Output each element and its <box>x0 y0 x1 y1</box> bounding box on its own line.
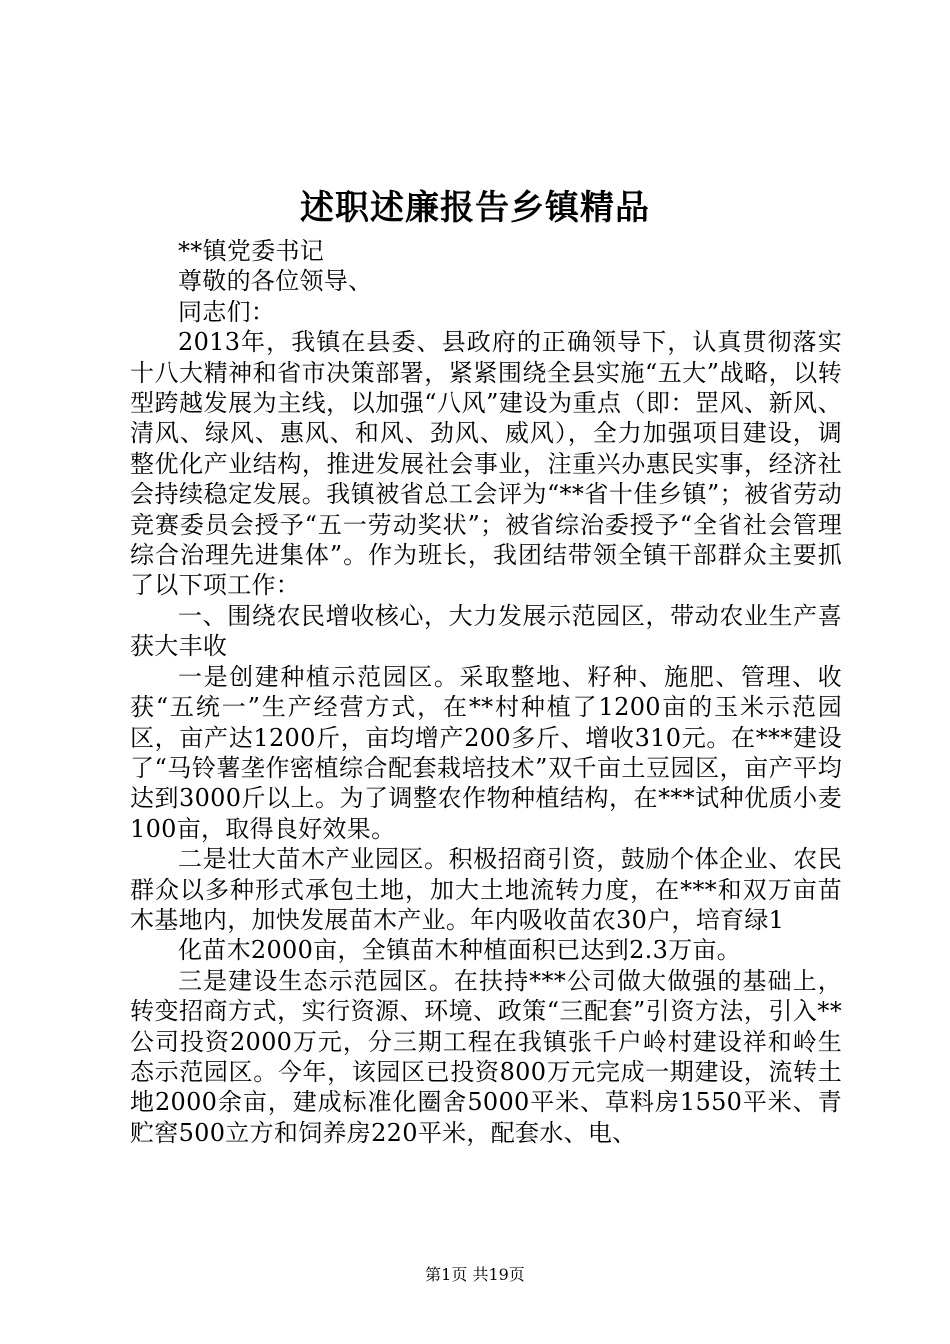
body-paragraph: 三是建设生态示范园区。在扶持***公司做大做强的基础上，转变招商方式，实行资源、环境、政策“三配套”引资方法，引入**公司投资2000万元，分三期工程在我镇张千户岭村建设祥和岭生态示范园区。今年，该园区已投资800万元完成一期建设，流转土地2000余亩，建成标准化圈舍5000平米、草料房1550平米、青贮窖500立方和饲养房220平米，配套水、电、 <box>130 966 842 1147</box>
body-paragraph: 二是壮大苗木产业园区。积极招商引资，鼓励个体企业、农民群众以多种形式承包土地，加大土地流转力度，在***和双万亩苗木基地内，加快发展苗木产业。年内吸收苗农30户，培育绿1 <box>130 845 842 934</box>
document-body <box>130 236 842 1148</box>
salutation-author: **镇党委书记 <box>178 237 325 265</box>
salutation-line-2: 同志们： <box>178 297 276 326</box>
body-paragraph: 一是创建种植示范园区。采取整地、籽种、施肥、管理、收获“五统一”生产经营方式，在**村种植了1200亩的玉米示范园区，亩产达1200斤，亩均增产200多斤、增收310元。在***建设了“马铃薯垄作密植综合配套栽培技术”双千亩土豆园区，亩产平均达到3000斤以上。为了调整农作物种植结构，在***试种优质小麦100亩，取得良好效果。 <box>130 662 842 843</box>
body-paragraph: 化苗木2000亩，全镇苗木种植面积已达到2.3万亩。 <box>178 936 742 965</box>
section-heading: 一、围绕农民增收核心，大力发展示范园区，带动农业生产喜获大丰收 <box>130 601 842 661</box>
document-title: 述职述廉报告乡镇精品 <box>300 188 650 228</box>
salutation-line-1: 尊敬的各位领导、 <box>178 267 373 296</box>
page-number-footer: 第1页 共19页 <box>425 1265 525 1284</box>
body-paragraph: 2013年，我镇在县委、县政府的正确领导下，认真贯彻落实十八大精神和省市决策部署，紧紧围绕全县实施“五大”战略，以转型跨越发展为主线，以加强“八风”建设为重点（即：罡风、新风、清风、绿风、惠风、和风、劲风、威风），全力加强项目建设，调整优化产业结构，推进发展社会事业，注重兴办惠民实事，经济社会持续稳定发展。我镇被省总工会评为“**省十佳乡镇”；被省劳动竞赛委员会授予“五一劳动奖状”；被省综治委授予“全省社会管理综合治理先进集体”。作为班长，我团结带领全镇干部群众主要抓了以下项工作： <box>130 328 842 600</box>
